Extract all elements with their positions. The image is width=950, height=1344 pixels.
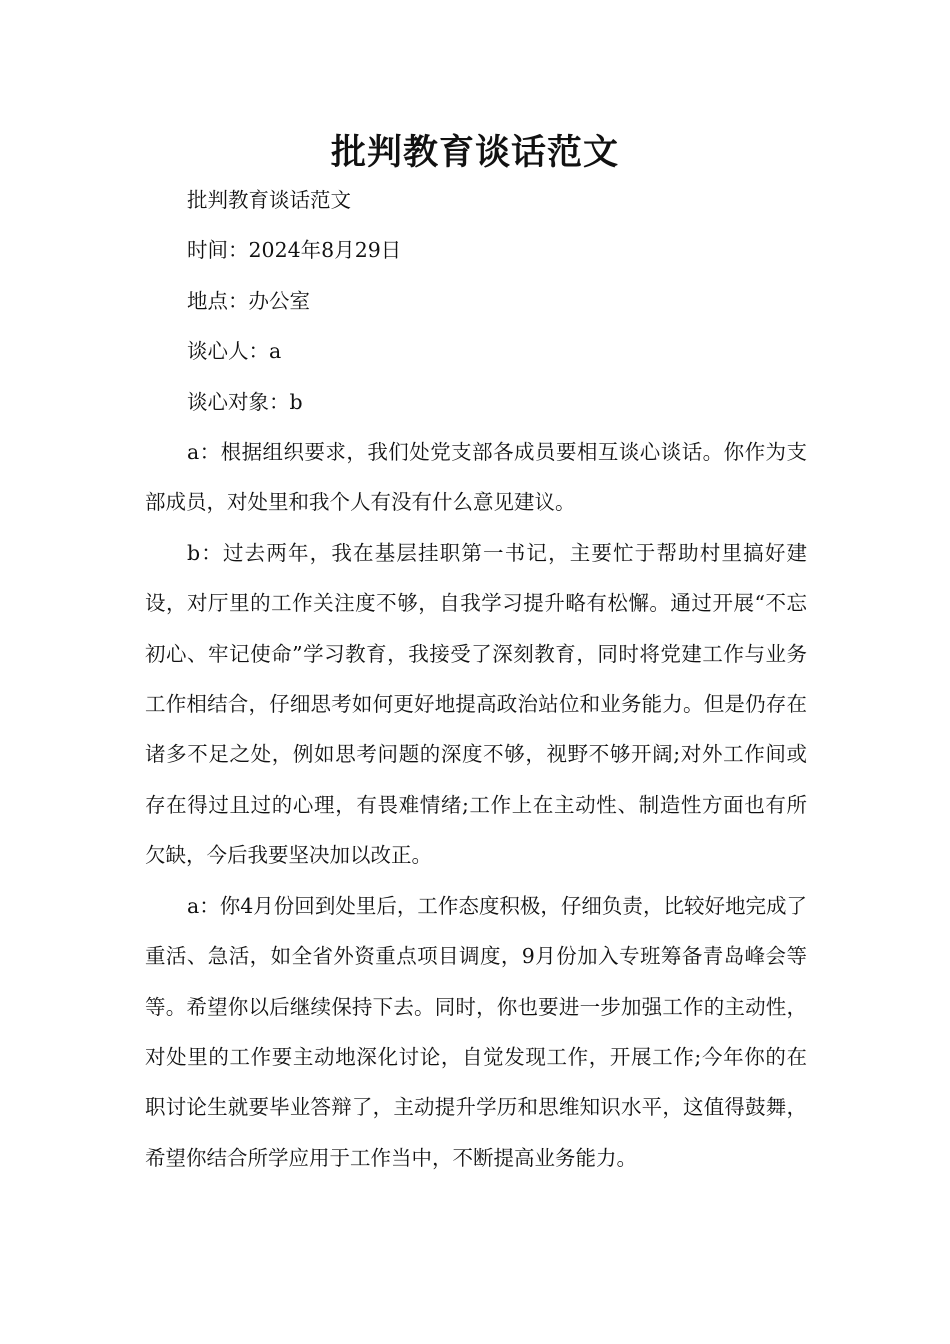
dialogue-paragraph-a2: a：你4月份回到处里后，工作态度积极，仔细负责，比较好地完成了重活、急活，如全省外资重点项目调度，9月份加入专班筹备青岛峰会等等。希望你以后继续保持下去。同时，你也要进一步加强工作的主动性，对处里的工作要主动地深化讨论，自觉发现工作，开展工作;今年你的在职讨论生就要毕业答辩了，主动提升学历和思维知识水平，这值得鼓舞，希望你结合所学应用于工作当中，不断提高业务能力。 (145, 893, 807, 1170)
speaker-paragraph: 谈心人：a (187, 339, 282, 364)
time-paragraph: 时间：2024年8月29日 (187, 238, 402, 263)
document-title: 批判教育谈话范文 (330, 133, 619, 173)
document-body (145, 175, 807, 1183)
listener-paragraph: 谈心对象：b (187, 389, 303, 414)
subtitle-paragraph: 批判教育谈话范文 (187, 188, 351, 212)
dialogue-paragraph-b1: b：过去两年，我在基层挂职第一书记，主要忙于帮助村里搞好建设，对厅里的工作关注度不够，自我学习提升略有松懈。通过开展“不忘初心、牢记使命”学习教育，我接受了深刻教育，同时将党建工作与业务工作相结合，仔细思考如何更好地提高政治站位和业务能力。但是仍存在诸多不足之处，例如思考问题的深度不够，视野不够开阔;对外工作间或存在得过且过的心理，有畏难情绪;工作上在主动性、制造性方面也有所欠缺，今后我要坚决加以改正。 (145, 540, 807, 868)
dialogue-paragraph-a1: a：根据组织要求，我们处党支部各成员要相互谈心谈话。你作为支部成员，对处里和我个人有没有什么意见建议。 (145, 440, 807, 515)
location-paragraph: 地点：办公室 (187, 288, 310, 313)
